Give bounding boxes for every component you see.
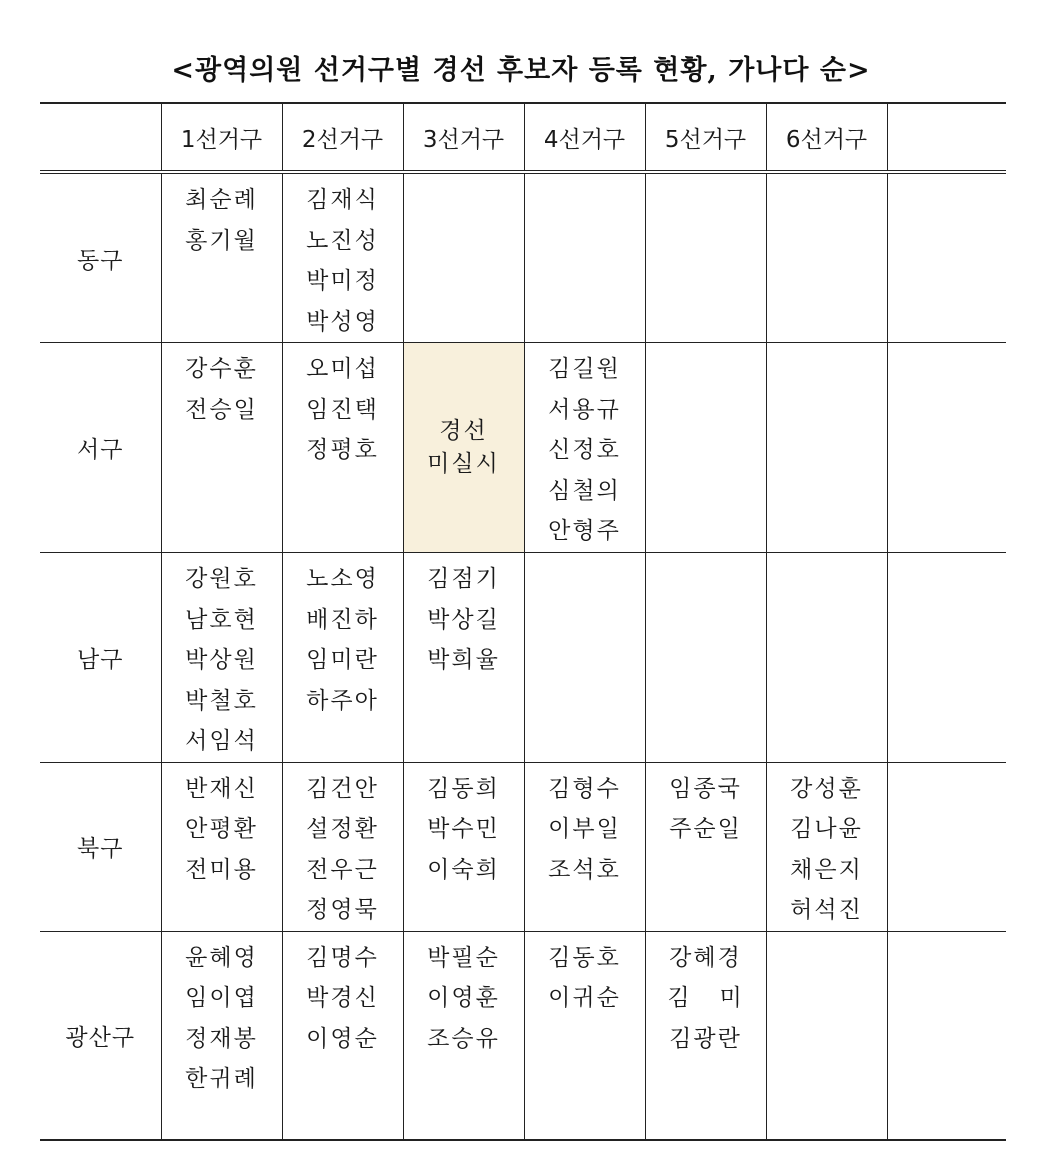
zone-cell	[282, 762, 403, 931]
candidate-name: 이귀순	[548, 985, 621, 1011]
candidate-name: 박필순	[427, 944, 500, 971]
zone-cell	[766, 931, 887, 1140]
district-label: 서구	[40, 343, 161, 553]
zone-cell	[524, 553, 645, 763]
zone-cell	[524, 931, 645, 1140]
candidate-name: 김건안	[306, 775, 379, 802]
extra-cell	[887, 172, 1006, 343]
table-row-bukgu	[40, 762, 1006, 931]
candidate-name: 노소영	[306, 566, 379, 592]
candidate-name: 김명수	[306, 944, 379, 971]
candidate-name: 임진택	[306, 396, 379, 423]
extra-cell	[887, 931, 1006, 1140]
zone-cell	[161, 931, 282, 1140]
candidate-name: 임종국	[669, 775, 742, 802]
zone-cell	[282, 553, 403, 763]
candidate-name: 반재신	[185, 775, 258, 802]
candidate-name: 정영묵	[306, 897, 379, 923]
no-primary-note-cell	[403, 343, 524, 553]
zone-cell	[161, 553, 282, 763]
candidate-name: 서임석	[185, 728, 258, 754]
extra-cell	[887, 553, 1006, 763]
candidate-name: 박상원	[185, 647, 258, 673]
zone-cell	[766, 343, 887, 553]
zone-cell	[524, 762, 645, 931]
candidate-name: 강수훈	[185, 356, 258, 382]
zone-cell	[645, 931, 766, 1140]
candidate-name: 채은지	[790, 856, 863, 883]
candidate-name: 강혜경	[669, 944, 742, 971]
candidate-name: 김동호	[548, 944, 621, 971]
candidate-name: 이부일	[548, 816, 621, 842]
candidate-name: 한귀례	[185, 1066, 258, 1092]
header-zone-5: 5선거구	[645, 103, 766, 172]
district-label: 남구	[40, 553, 161, 763]
candidate-name: 김점기	[427, 566, 500, 592]
candidate-name: 최순례	[185, 187, 258, 213]
candidate-name: 정재봉	[185, 1025, 258, 1052]
header-extra	[887, 103, 1006, 172]
zone-cell	[766, 553, 887, 763]
zone-cell	[645, 762, 766, 931]
zone-cell	[766, 762, 887, 931]
zone-cell	[282, 931, 403, 1140]
no-primary-note: 경선 미실시	[427, 417, 500, 477]
zone-cell	[403, 553, 524, 763]
header-zone-1: 1선거구	[161, 103, 282, 172]
candidate-name: 조승유	[427, 1025, 500, 1052]
extra-cell	[887, 343, 1006, 553]
zone-cell	[282, 343, 403, 553]
candidate-table	[40, 102, 1006, 1141]
zone-cell	[645, 553, 766, 763]
candidate-name: 박수민	[427, 816, 500, 842]
table-row-seogu	[40, 343, 1006, 553]
zone-cell	[645, 343, 766, 553]
candidate-name: 박철호	[185, 687, 258, 714]
candidate-name: 배진하	[306, 606, 379, 633]
candidate-name: 남호현	[185, 606, 258, 633]
candidate-name: 강성훈	[790, 775, 863, 802]
district-label: 광산구	[40, 931, 161, 1140]
zone-cell	[161, 343, 282, 553]
candidate-name: 안평환	[185, 816, 258, 842]
header-zone-3: 3선거구	[403, 103, 524, 172]
page-title: <광역의원 선거구별 경선 후보자 등록 현황, 가나다 순>	[171, 55, 871, 86]
candidate-name: 노진성	[306, 227, 379, 254]
candidate-name: 전미용	[185, 856, 258, 883]
candidate-name: 박미정	[306, 268, 379, 294]
table-row-gwangsangu	[40, 931, 1006, 1140]
candidate-name: 주순일	[669, 816, 742, 842]
zone-cell	[645, 172, 766, 343]
candidate-name: 윤혜영	[185, 944, 258, 971]
table-row-donggu	[40, 172, 1006, 343]
candidate-name: 임이엽	[185, 985, 258, 1011]
header-zone-4: 4선거구	[524, 103, 645, 172]
candidate-name: 김동희	[427, 775, 500, 802]
zone-cell	[403, 762, 524, 931]
district-label: 북구	[40, 762, 161, 931]
header-zone-2: 2선거구	[282, 103, 403, 172]
candidate-name: 강원호	[185, 566, 258, 592]
candidate-name: 이영훈	[427, 985, 500, 1011]
candidate-name: 하주아	[306, 687, 379, 714]
header-district	[40, 103, 161, 172]
candidate-name: 박상길	[427, 606, 500, 633]
zone-cell	[161, 172, 282, 343]
district-label: 동구	[40, 172, 161, 343]
candidate-name: 정평호	[306, 437, 379, 463]
candidate-name: 조석호	[548, 856, 621, 883]
candidate-name: 허석진	[790, 897, 863, 923]
candidate-name: 김광란	[669, 1025, 742, 1052]
candidate-name: 안형주	[548, 518, 621, 544]
zone-cell	[524, 172, 645, 343]
candidate-name: 이영순	[306, 1025, 379, 1052]
zone-cell	[403, 931, 524, 1140]
candidate-name: 이숙희	[427, 856, 500, 883]
candidate-name: 김 미	[667, 985, 744, 1011]
candidate-name: 오미섭	[306, 356, 379, 382]
zone-cell	[161, 762, 282, 931]
header-zone-6: 6선거구	[766, 103, 887, 172]
candidate-name: 설정환	[306, 816, 379, 842]
candidate-name: 박희율	[427, 647, 500, 673]
zone-cell	[766, 172, 887, 343]
table-row-namgu	[40, 553, 1006, 763]
candidate-name: 김나윤	[790, 816, 863, 842]
candidate-name: 전우근	[306, 856, 379, 883]
candidate-name: 박경신	[306, 985, 379, 1011]
candidate-name: 박성영	[306, 308, 379, 335]
candidate-name: 김길원	[548, 356, 621, 382]
zone-cell	[282, 172, 403, 343]
zone-cell	[524, 343, 645, 553]
header-row	[40, 103, 1006, 172]
candidate-name: 신정호	[548, 437, 621, 463]
candidate-name: 홍기월	[185, 227, 258, 254]
candidate-name: 임미란	[306, 647, 379, 673]
extra-cell	[887, 762, 1006, 931]
candidate-name: 서용규	[548, 396, 621, 423]
candidate-name: 김재식	[306, 187, 379, 213]
zone-cell	[403, 172, 524, 343]
candidate-name: 심철의	[548, 477, 621, 504]
candidate-name: 김형수	[548, 775, 621, 802]
candidate-name: 전승일	[185, 396, 258, 423]
